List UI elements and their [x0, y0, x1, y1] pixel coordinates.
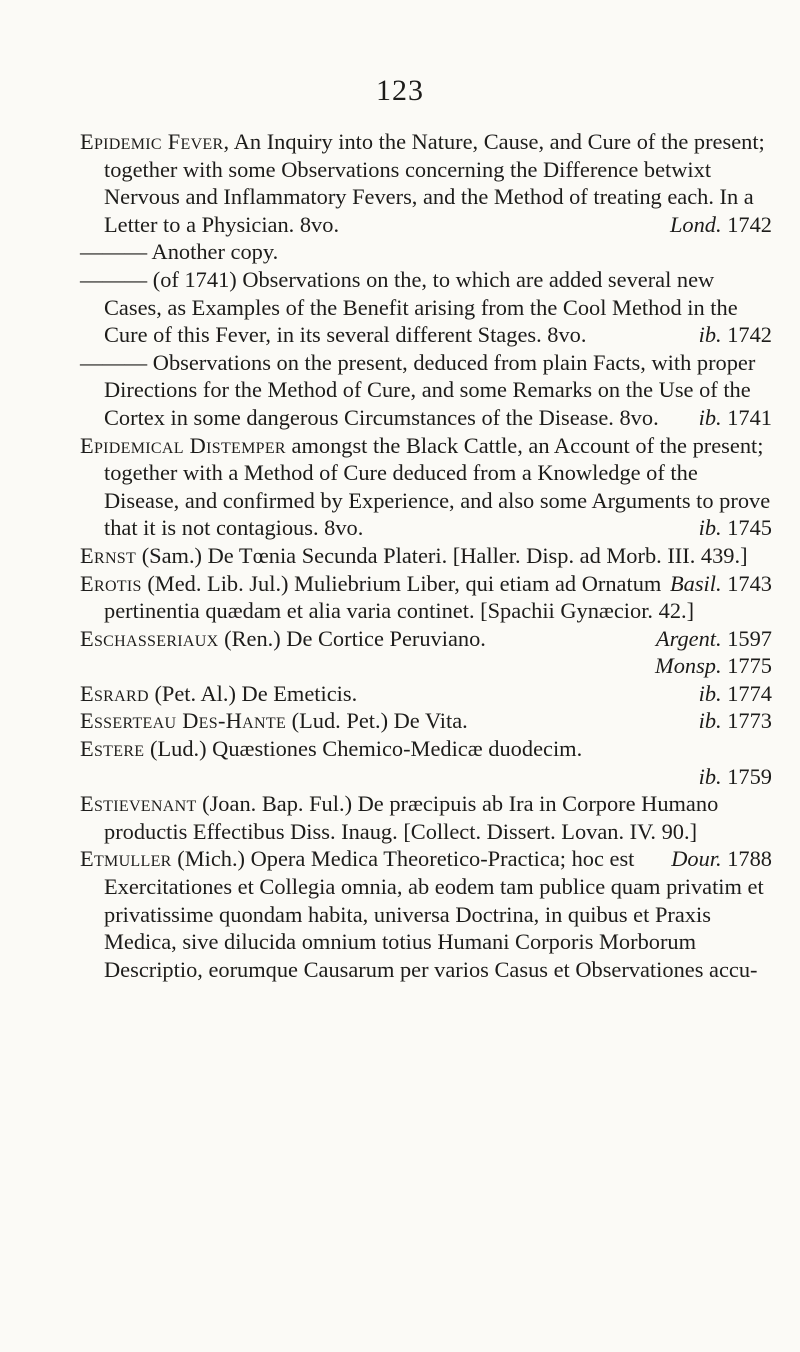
- entry-body: An Inquiry into the Nature, Cause, and Cure of the present; together with some Observations concerning the Difference betwixt Nervous and Inflammatory Fevers, and the Method of treating each. In a Letter to a Physician. 8vo.: [104, 129, 765, 237]
- imprint-place: Basil.: [669, 570, 722, 596]
- entry-imprint: [669, 570, 772, 598]
- imprint-year: 1773: [727, 708, 772, 734]
- imprint-place: Lond.: [669, 211, 722, 237]
- entry-imprint: [669, 211, 772, 239]
- entry-heading: Eschasseriaux: [80, 625, 219, 651]
- entry-heading: Estere: [80, 736, 145, 762]
- bibliography-entry: [80, 680, 772, 708]
- imprint-year: 1597: [727, 625, 772, 651]
- imprint-year: 1788: [727, 846, 772, 872]
- imprint-year: 1742: [727, 322, 772, 348]
- entry-heading: Epidemic Fever,: [80, 129, 230, 154]
- entry-imprint: [698, 707, 772, 735]
- entry-ditto-dash: ———: [80, 349, 148, 375]
- entry-ditto-dash: ———: [80, 239, 148, 265]
- entry-heading: Esserteau Des-Hante: [80, 708, 287, 734]
- entry-body: amongst the Black Cattle, an Account of the present; together with a Method of Cure deduced from a Knowledge of the Disease, and confirmed by Experience, and also some Arguments to prove that it is not contagious. 8vo.: [104, 432, 771, 541]
- entry-body: (Lud. Pet.) De Vita.: [291, 708, 468, 734]
- bibliography-entry: [80, 735, 772, 790]
- imprint-place: Monsp.: [655, 653, 722, 679]
- entry-imprint: [104, 763, 772, 791]
- bibliography-entry: [80, 707, 772, 735]
- imprint-place: ib.: [698, 515, 722, 541]
- bibliography-entry: [80, 349, 772, 432]
- entry-body: (Sam.) De Tœnia Secunda Plateri. [Haller. Disp. ad Morb. III. 439.]: [141, 542, 748, 568]
- bibliography-entries: [80, 128, 772, 983]
- bibliography-entry: [80, 266, 772, 349]
- entry-imprint: [698, 680, 772, 708]
- entry-heading: Epidemical Distemper: [80, 432, 286, 458]
- entry-imprint: [698, 404, 772, 432]
- entry-body: (Lud.) Quæstiones Chemico-Medicæ duodecim.: [149, 736, 583, 762]
- imprint-year: 1745: [727, 515, 772, 541]
- entry-body: (Pet. Al.) De Emeticis.: [154, 680, 358, 706]
- imprint-place: ib.: [698, 763, 722, 789]
- entry-body: Another copy.: [151, 239, 279, 265]
- bibliography-entry: [80, 238, 772, 266]
- imprint-place: ib.: [698, 404, 722, 430]
- imprint-place: ib.: [698, 322, 722, 348]
- entry-ditto-dash: ———: [80, 266, 148, 292]
- entry-imprint: [698, 514, 772, 542]
- bibliography-entry: [80, 432, 772, 542]
- entry-body: (Med. Lib. Jul.) Muliebrium Liber, qui etiam ad Ornatum pertinentia quædam et alia varia continet. [Spachii Gynæcior. 42.]: [104, 570, 695, 624]
- entry-body: (of 1741) Observations on the, to which are added several new Cases, as Examples of the Benefit arising from the Cool Method in the Cure of this Fever, in its several different Stages. 8vo.: [104, 266, 738, 348]
- entry-heading: Etmuller: [80, 846, 172, 872]
- entry-imprint: [698, 321, 772, 349]
- imprint-year: 1775: [727, 653, 772, 679]
- imprint-year: 1741: [727, 404, 772, 430]
- entry-body: (Mich.) Opera Medica Theoretico-Practica; hoc est Exercitationes et Collegia omnia, ab eodem tam publice quam privatim et privatissime quondam habita, universa Doctrina, in quibus et Praxis Medica, sive dilucida omnium totius Humani Corporis Morborum Descriptio, eorumque Causarum per varios Casus et Observationes accu-: [104, 846, 764, 982]
- entry-heading: Estievenant: [80, 791, 197, 817]
- entry-imprint: [655, 625, 772, 653]
- imprint-place: ib.: [698, 708, 722, 734]
- entry-heading: Erotis: [80, 570, 142, 596]
- entry-body: Observations on the present, deduced from plain Facts, with proper Directions for the Method of Cure, and some Remarks on the Use of the Cortex in some dangerous Circumstances of the Disease. 8vo.: [104, 349, 756, 430]
- entry-body: (Joan. Bap. Ful.) De præcipuis ab Ira in Corpore Humano productis Effectibus Diss. Inaug. [Collect. Dissert. Lovan. IV. 90.]: [104, 791, 719, 844]
- imprint-place: Argent.: [655, 625, 722, 651]
- entry-imprint: [104, 652, 772, 680]
- imprint-place: Dour.: [671, 846, 722, 872]
- imprint-year: 1742: [727, 211, 772, 237]
- entry-heading: Ernst: [80, 542, 137, 568]
- imprint-year: 1774: [727, 680, 772, 706]
- imprint-year: 1743: [727, 570, 772, 596]
- entry-imprint: [671, 845, 772, 873]
- entry-heading: Esrard: [80, 680, 149, 706]
- imprint-year: 1759: [727, 763, 772, 789]
- entry-body: (Ren.) De Cortice Peruviano.: [224, 625, 486, 651]
- bibliography-entry: [80, 845, 772, 983]
- page-number: 123: [376, 74, 424, 107]
- bibliography-entry: [80, 128, 772, 238]
- imprint-place: ib.: [698, 680, 722, 706]
